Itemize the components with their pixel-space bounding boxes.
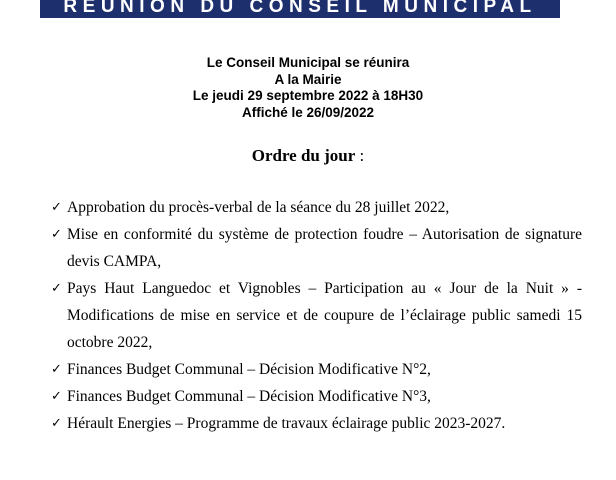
meeting-line-4: Affiché le 26/09/2022 <box>241 104 375 120</box>
agenda-item-text: Approbation du procès-verbal de la séance du 28 juillet 2022, <box>67 199 450 216</box>
checkmark-icon: ✓ <box>51 416 62 431</box>
agenda-list <box>51 194 582 437</box>
agenda-heading <box>0 146 616 166</box>
meeting-info <box>0 55 616 121</box>
checkmark-icon: ✓ <box>51 362 62 377</box>
agenda-item-text: Hérault Energies – Programme de travaux éclairage public 2023-2027. <box>67 415 506 432</box>
checkmark-icon: ✓ <box>51 281 62 296</box>
meeting-line-1: Le Conseil Municipal se réunira <box>206 55 410 70</box>
checkmark-icon: ✓ <box>51 200 62 215</box>
agenda-item <box>51 410 582 437</box>
meeting-line-2: A la Mairie <box>274 71 342 87</box>
agenda-item-text: Mise en conformité du système de protection foudre – Autorisation de signature devis CAMPA, <box>67 226 582 270</box>
agenda-heading-text: Ordre du jour <box>251 146 356 165</box>
agenda-item-text: Finances Budget Communal – Décision Modificative N°3, <box>67 388 431 405</box>
checkmark-icon: ✓ <box>51 389 62 404</box>
agenda-item <box>51 194 582 221</box>
agenda-item <box>51 275 582 356</box>
banner-title: REUNION DU CONSEIL MUNICIPAL <box>63 0 537 17</box>
title-banner <box>40 0 560 18</box>
agenda-item <box>51 356 582 383</box>
meeting-line-3: Le jeudi 29 septembre 2022 à 18H30 <box>192 88 424 103</box>
agenda-item-text: Pays Haut Languedoc et Vignobles – Participation au « Jour de la Nuit » - Modifications de mise en service et de coupure de l’éclairage public samedi 15 octobre 2022, <box>67 280 582 351</box>
agenda-item-text: Finances Budget Communal – Décision Modificative N°2, <box>67 361 431 378</box>
agenda-heading-suffix: : <box>355 146 365 165</box>
checkmark-icon: ✓ <box>51 227 62 242</box>
agenda-item <box>51 221 582 275</box>
agenda-item <box>51 383 582 410</box>
